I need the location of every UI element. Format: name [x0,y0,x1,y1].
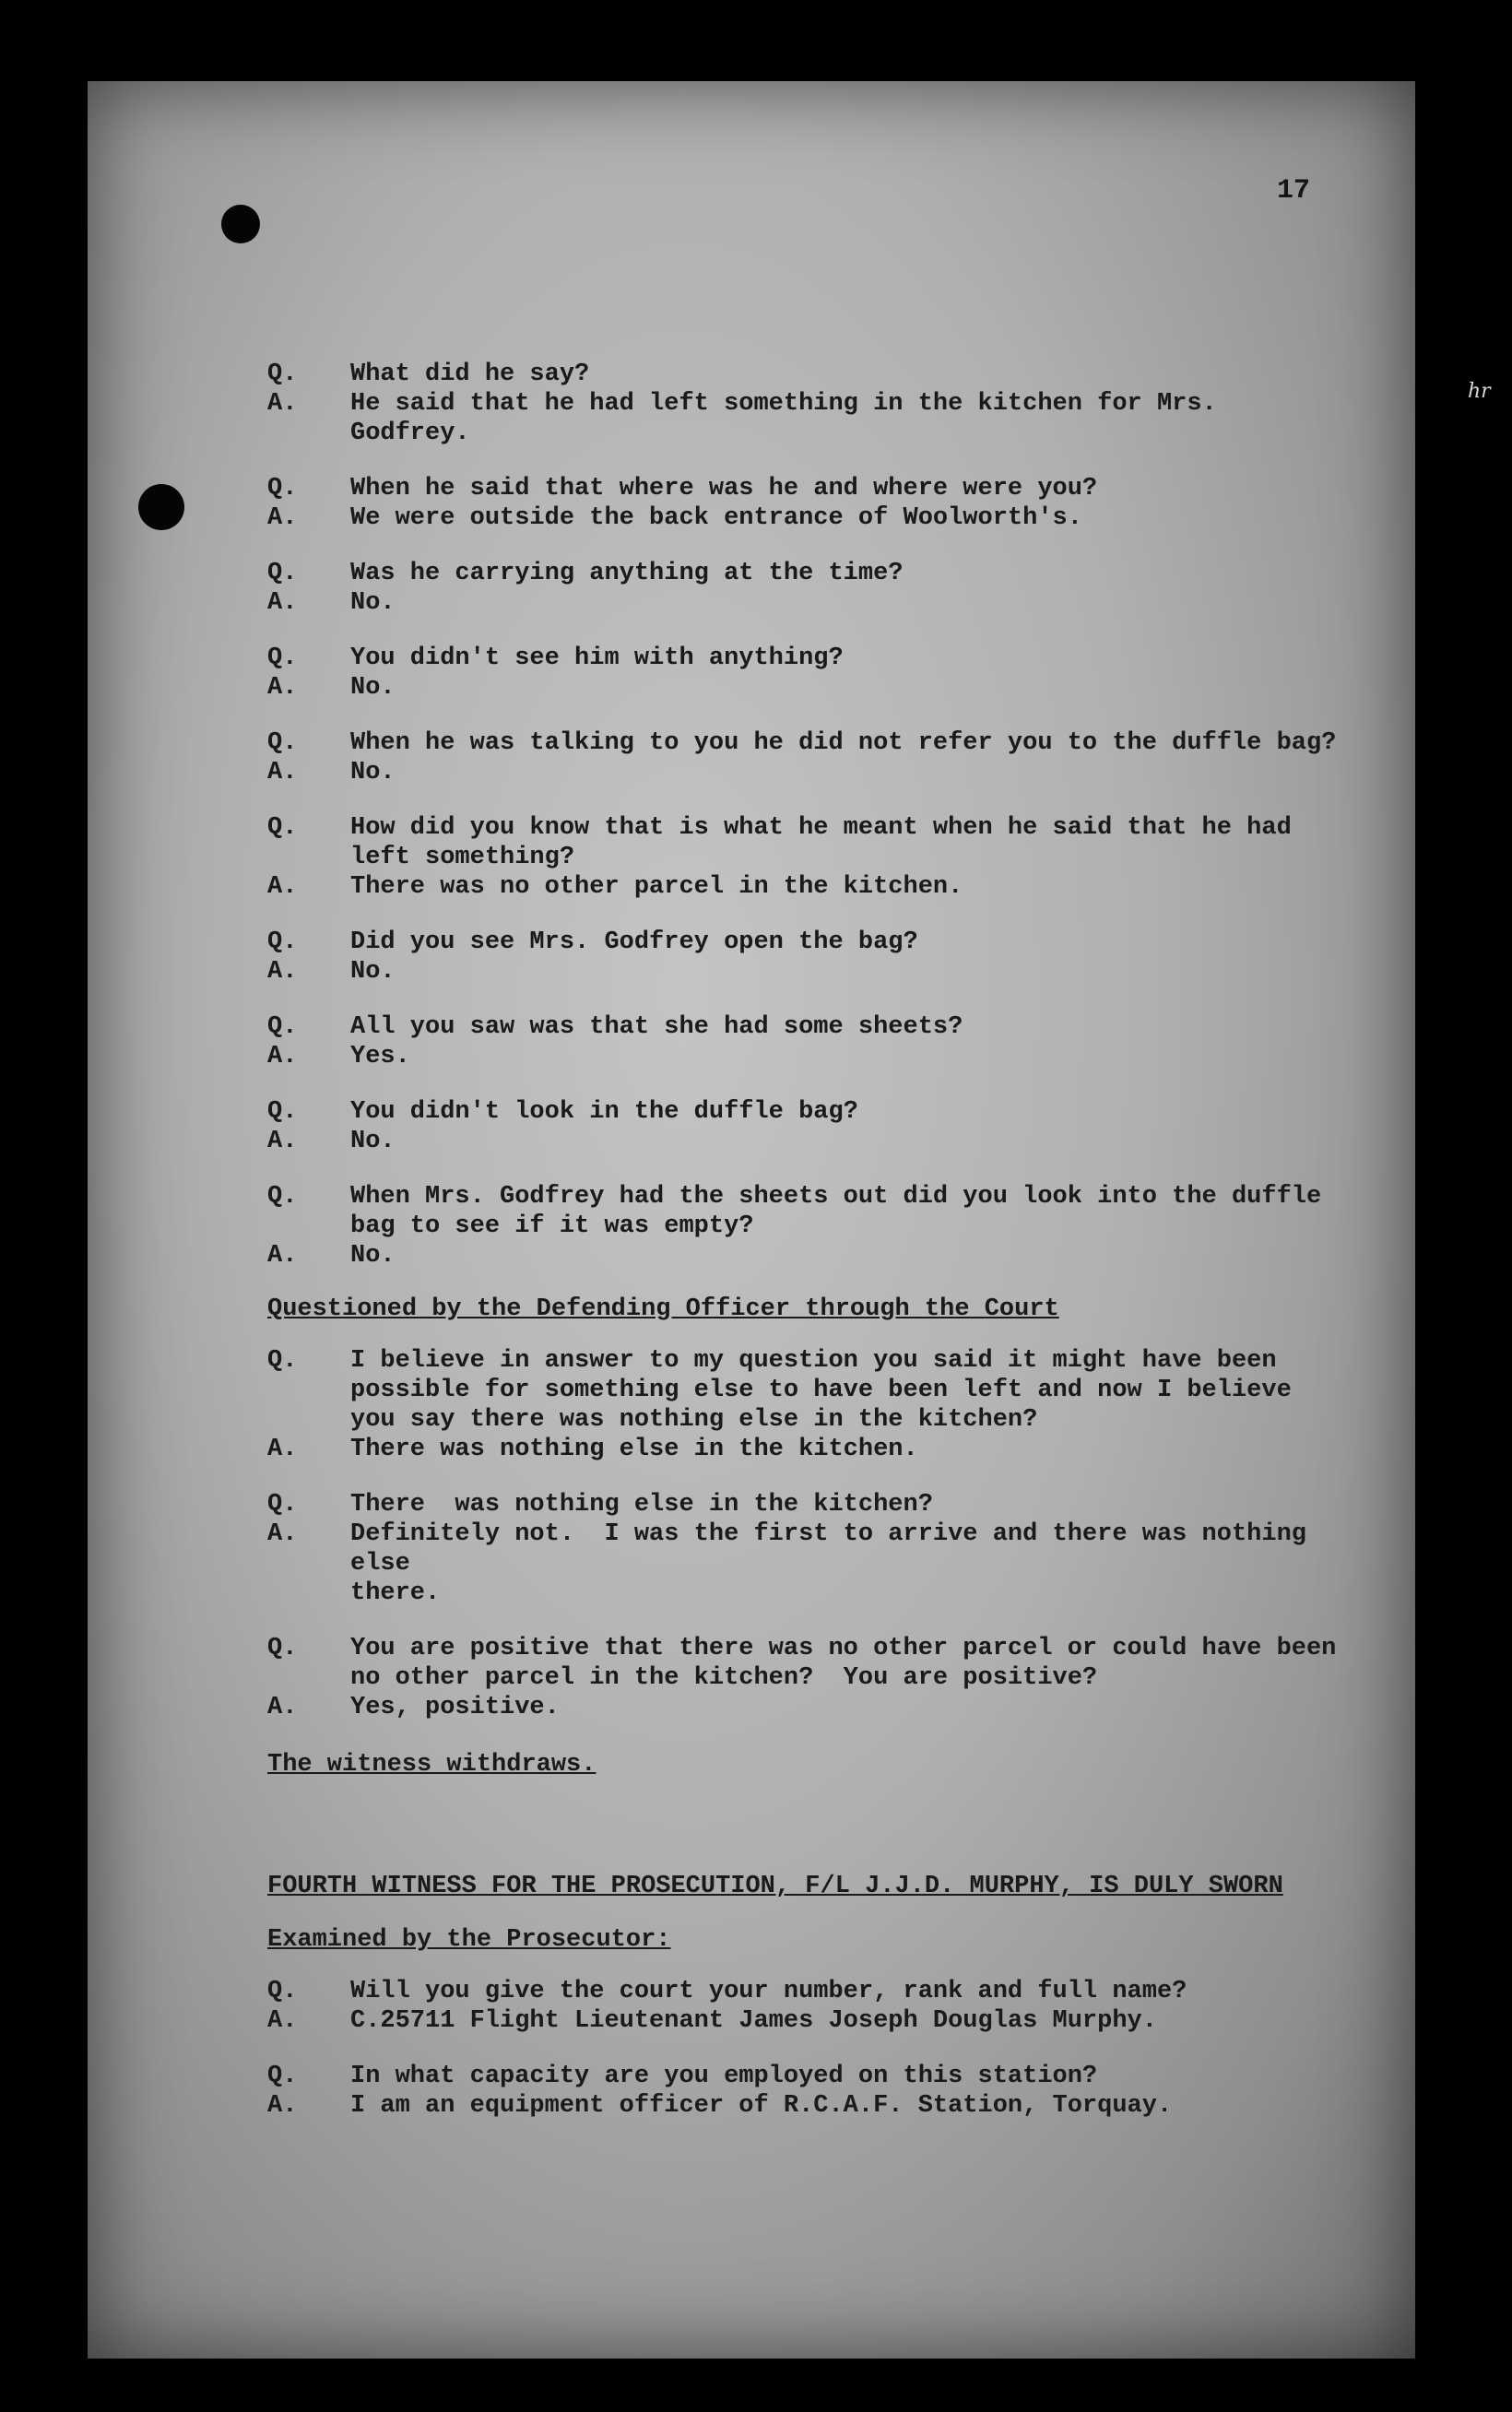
spacer [267,1464,1337,1490]
qa-text: Was he carrying anything at the time? [350,560,904,587]
qa-text: You didn't see him with anything? [350,644,844,672]
qa-label: A. [267,759,298,786]
question-line [267,1182,1337,1241]
answer-line [267,957,1337,987]
qa-text: I believe in answer to my question you said it might have been possible for something else to have been left and now I believe you say there was nothing else in the kitchen? [350,1347,1292,1434]
qa-label: A. [267,674,298,702]
qa-label: Q. [267,644,298,672]
qa-text: When Mrs. Godfrey had the sheets out did you look into the duffle bag to see if it was empty? [350,1183,1322,1240]
margin-annotation: hr [1468,380,1491,403]
qa-text: How did you know that is what he meant when he said that he had left something? [350,814,1292,871]
qa-text: There was no other parcel in the kitchen. [350,873,963,901]
spacer [267,902,1337,928]
qa-text: No. [350,1242,396,1270]
qa-text: When he said that where was he and where were you? [350,475,1098,502]
qa-text: No. [350,958,396,986]
answer-line [267,503,1337,533]
qa-label: A. [267,390,298,418]
answer-line [267,1693,1337,1722]
question-line [267,644,1337,673]
spacer [267,2036,1337,2062]
question-line [267,1634,1337,1693]
question-line [267,1097,1337,1127]
qa-label: Q. [267,361,298,388]
question-line [267,928,1337,957]
qa-text: You didn't look in the duffle bag? [350,1098,858,1126]
qa-label: A. [267,958,298,986]
answer-line [267,673,1337,703]
qa-label: A. [267,1520,298,1548]
qa-text: No. [350,674,396,702]
answer-line [267,1127,1337,1156]
spacer [267,618,1337,644]
answer-line [267,758,1337,787]
qa-label: Q. [267,928,298,956]
answer-line [267,1435,1337,1464]
spacer [267,703,1337,728]
question-line [267,1490,1337,1519]
qa-text: What did he say? [350,361,590,388]
question-line [267,559,1337,588]
question-line [267,728,1337,758]
heading-fourth-witness: FOURTH WITNESS FOR THE PROSECUTION, F/L J.J.D. MURPHY, IS DULY SWORN [267,1873,1283,1900]
qa-label: A. [267,1128,298,1155]
qa-label: A. [267,2092,298,2120]
qa-text: No. [350,759,396,786]
qa-label: A. [267,504,298,532]
spacer [267,1608,1337,1634]
spacer [267,1156,1337,1182]
qa-text: No. [350,589,396,617]
page-number: 17 [1277,175,1311,207]
spacer [267,987,1337,1012]
witness-withdraws-note: The witness withdraws. [267,1751,597,1779]
examination-block [267,360,1337,1271]
spacer [267,1071,1337,1097]
qa-text: He said that he had left something in the kitchen for Mrs. Godfrey. [350,390,1232,447]
answer-line [267,2006,1337,2036]
qa-text: I am an equipment officer of R.C.A.F. Station, Torquay. [350,2092,1173,2120]
punch-hole-top [221,205,260,243]
question-line [267,2062,1337,2091]
answer-line [267,389,1337,448]
qa-text: In what capacity are you employed on this station? [350,2063,1098,2090]
qa-label: Q. [267,1978,298,2005]
qa-label: Q. [267,560,298,587]
qa-label: Q. [267,1491,298,1519]
answer-line [267,2091,1337,2121]
qa-label: A. [267,873,298,901]
answer-line [267,1042,1337,1071]
answer-line [267,1519,1337,1608]
punch-hole-middle [138,484,184,530]
qa-label: A. [267,2007,298,2035]
qa-text: C.25711 Flight Lieutenant James Joseph Douglas Murphy. [350,2007,1157,2035]
answer-line [267,1241,1337,1271]
qa-text: There was nothing else in the kitchen. [350,1436,918,1463]
heading-examined-by-prosecutor: Examined by the Prosecutor: [267,1926,671,1954]
answer-line [267,872,1337,902]
defending-block [267,1346,1337,1722]
spacer [267,448,1337,474]
qa-text: When he was talking to you he did not refer you to the duffle bag? [350,729,1337,757]
spacer [267,533,1337,559]
question-line [267,813,1337,872]
qa-text: Yes. [350,1043,410,1070]
qa-label: Q. [267,1347,298,1375]
qa-text: We were outside the back entrance of Woolworth's. [350,504,1082,532]
qa-text: Will you give the court your number, rank and full name? [350,1978,1187,2005]
answer-line [267,588,1337,618]
qa-text: Did you see Mrs. Godfrey open the bag? [350,928,918,956]
qa-label: Q. [267,1013,298,1041]
qa-label: Q. [267,2063,298,2090]
question-line [267,1012,1337,1042]
qa-label: Q. [267,475,298,502]
qa-label: A. [267,1242,298,1270]
qa-label: A. [267,1436,298,1463]
qa-text: All you saw was that she had some sheets? [350,1013,963,1041]
question-line [267,360,1337,389]
qa-label: Q. [267,1183,298,1211]
transcript-body [267,360,1337,2121]
qa-text: No. [350,1128,396,1155]
qa-label: Q. [267,1098,298,1126]
qa-label: A. [267,1694,298,1721]
qa-label: Q. [267,729,298,757]
question-line [267,474,1337,503]
qa-text: There was nothing else in the kitchen? [350,1491,933,1519]
qa-label: Q. [267,814,298,842]
heading-defending-officer: Questioned by the Defending Officer through the Court [267,1295,1059,1323]
question-line [267,1346,1337,1435]
prosecutor-block [267,1977,1337,2121]
qa-text: You are positive that there was no other parcel or could have been no other parcel in the kitchen? You are positive? [350,1635,1337,1692]
qa-label: A. [267,1043,298,1070]
qa-text: Definitely not. I was the first to arrive and there was nothing else there. [350,1520,1306,1607]
qa-label: Q. [267,1635,298,1662]
spacer [267,787,1337,813]
qa-text: Yes, positive. [350,1694,560,1721]
qa-label: A. [267,589,298,617]
question-line [267,1977,1337,2006]
